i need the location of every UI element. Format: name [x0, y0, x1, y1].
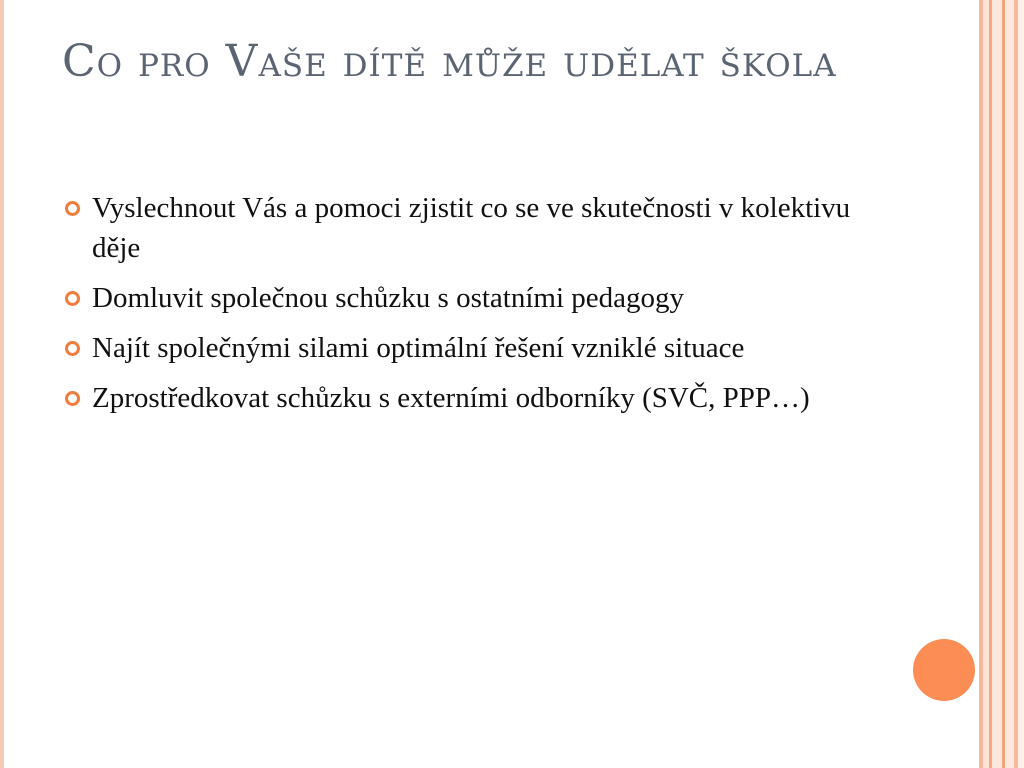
bullet-text: Najít společnými silami optimální řešení vzniklé situace — [92, 332, 745, 364]
bullet-item — [62, 328, 862, 368]
circle-bullet-icon — [65, 341, 80, 356]
bullet-text: Domluvit společnou schůzku s ostatními pedagogy — [92, 282, 685, 314]
bullet-item — [62, 188, 862, 268]
circle-bullet-icon — [65, 201, 80, 216]
circle-bullet-icon — [65, 391, 80, 406]
left-border-decoration — [0, 0, 4, 768]
bullet-item — [62, 278, 862, 318]
bullet-text: Zprostředkovat schůzku s externími odborníky (SVČ, PPP…) — [92, 382, 810, 414]
orange-circle-decoration — [913, 639, 975, 701]
bullet-list — [62, 188, 862, 428]
bullet-item — [62, 378, 862, 418]
circle-bullet-icon — [65, 291, 80, 306]
slide-title: Co pro Vaše dítě může udělat škola — [62, 36, 837, 87]
right-stripe-decoration — [992, 0, 1002, 768]
right-stripe-decoration — [1018, 0, 1024, 768]
bullet-text: Vyslechnout Vás a pomoci zjistit co se ve skutečnosti v kolektivu děje — [92, 192, 851, 264]
right-stripe-decoration — [1005, 0, 1014, 768]
